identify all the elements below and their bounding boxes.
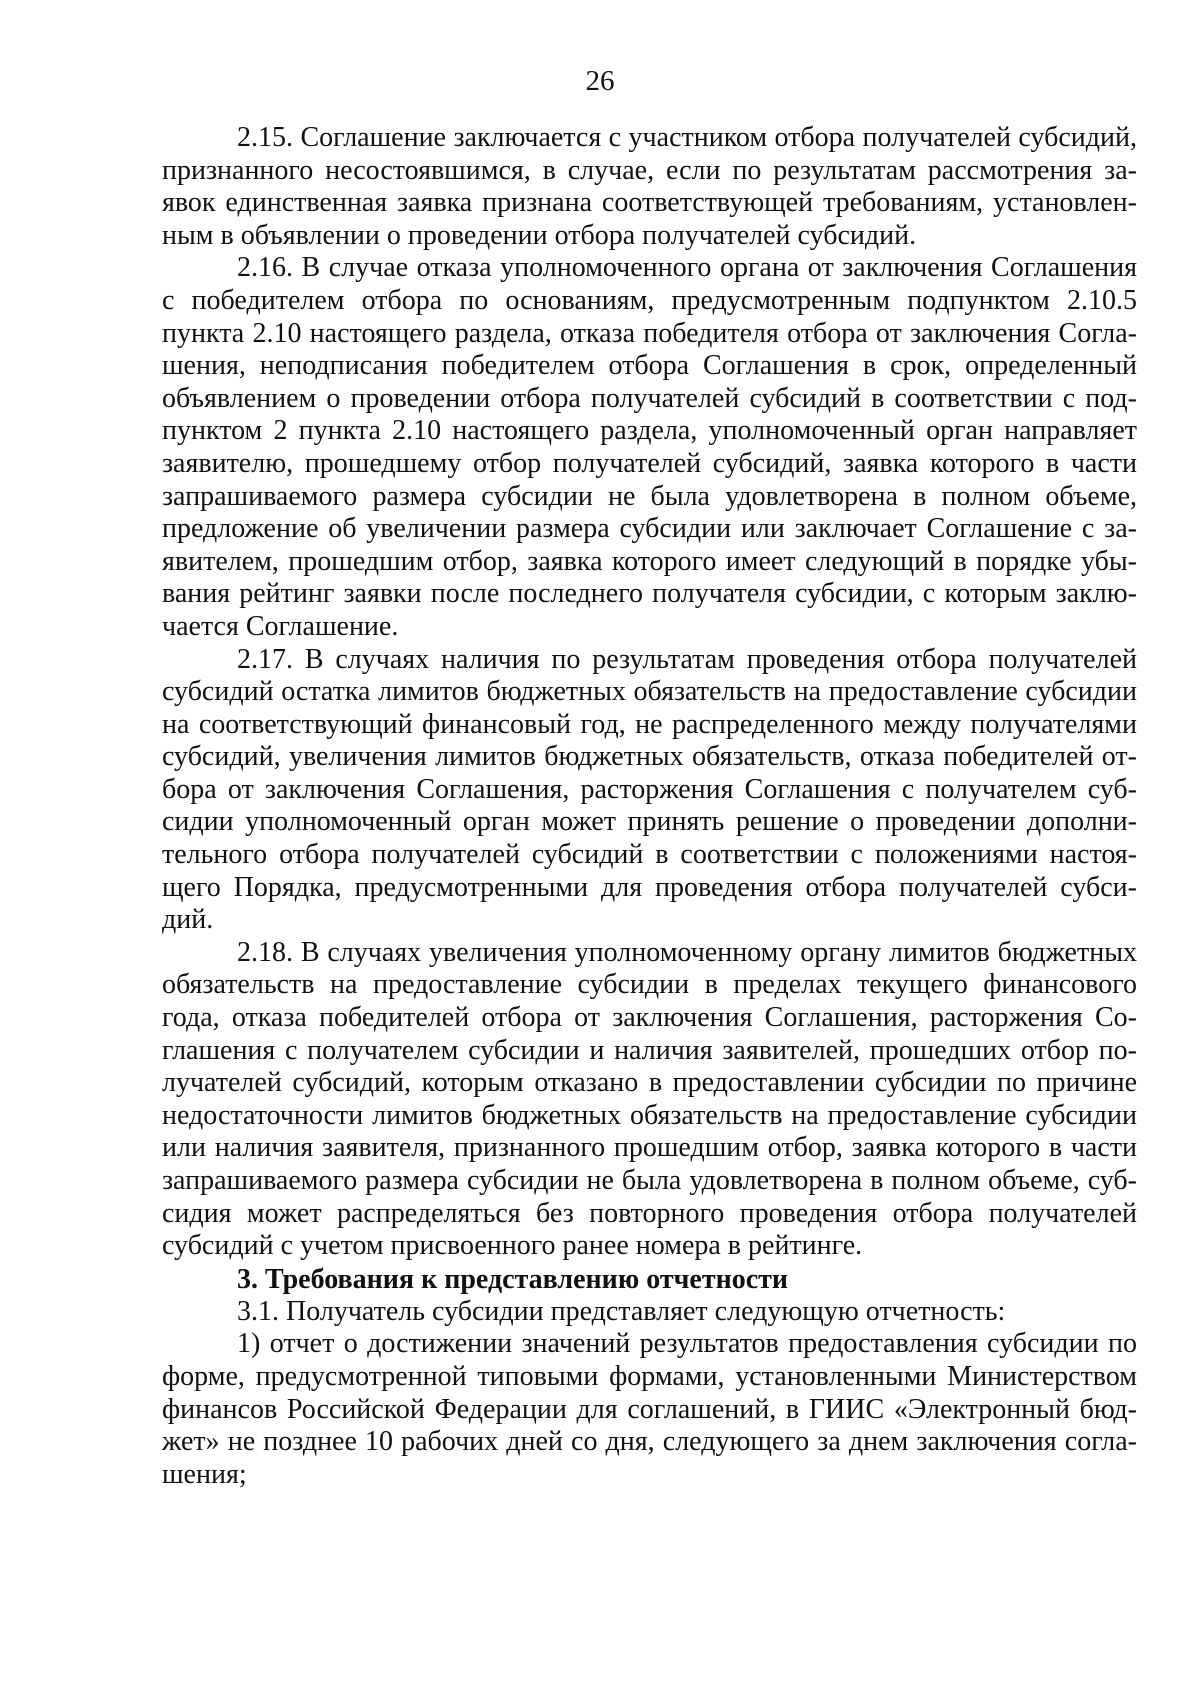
paragraph-2-16: 2.16. В случае отказа уполномоченного органа от заключения Соглашения с победителем отбора по основаниям, предусмотренным подпунктом 2.10.5 пункта 2.10 настоящего раздела, отказа победителя отбора от заключения Соглашения, неподписания победителем отбора Соглашения в срок, определенный объявлением о проведении отбора получателей субсидий в соответствии с подпунктом 2 пункта 2.10 настоящего раздела, уполномоченный орган направляет заявителю, прошедшему отбор получателей субсидий, заявка которого в части запрашиваемого размера субсидии не была удовлетворена в полном объеме, предложение об увеличении размера субсидии или заключает Соглашение с заявителем, прошедшим отбор, заявка которого имеет следующий в порядке убывания рейтинг заявки после последнего получателя субсидии, с которым заключается Соглашение. (162, 252, 1137, 642)
paragraph-2-15: 2.15. Соглашение заключается с участником отбора получателей субсидий, признанного несостоявшимся, в случае, если по результатам рассмотрения заявок единственная заявка признана соответствующей требованиям, установленным в объявлении о проведении отбора получателей субсидий. (162, 122, 1137, 251)
section-heading: 3. Требования к представлению отчетности (237, 1263, 789, 1295)
paragraph-2-18: 2.18. В случаях увеличения уполномоченному органу лимитов бюджетных обязательств на предоставление субсидии в пределах текущего финансового года, отказа победителей отбора от заключения Соглашения, расторжения Соглашения с получателем субсидии и наличия заявителей, прошедших отбор получателей субсидий, которым отказано в предоставлении субсидии по причине недостаточности лимитов бюджетных обязательств на предоставление субсидии или наличия заявителя, признанного прошедшим отбор, заявка которого в части запрашиваемого размера субсидии не была удовлетворена в полном объеме, субсидия может распределяться без повторного проведения отбора получателей субсидий с учетом присвоенного ранее номера в рейтинге. (162, 936, 1137, 1262)
page-number: 26 (585, 65, 615, 97)
paragraph-2-17: 2.17. В случаях наличия по результатам проведения отбора получателей субсидий остатка лимитов бюджетных обязательств на предоставление субсидии на соответствующий финансовый год, не распределенного между получателями субсидий, увеличения лимитов бюджетных обязательств, отказа победителей отбора от заключения Соглашения, расторжения Соглашения с получателем субсидии уполномоченный орган может принять решение о проведении дополнительного отбора получателей субсидий в соответствии с положениями настоящего Порядка, предусмотренными для проведения отбора получателей субсидий. (162, 643, 1137, 936)
document-body (162, 122, 1137, 1491)
paragraph-3-1-item-1: 1) отчет о достижении значений результатов предоставления субсидии по форме, предусмотренной типовыми формами, установленными Министерством финансов Российской Федерации для соглашений, в ГИИС «Электронный бюджет» не позднее 10 рабочих дней со дня, следующего за днем заключения соглашения; (162, 1328, 1137, 1490)
paragraph-3-1: 3.1. Получатель субсидии представляет следующую отчетность: (237, 1295, 1006, 1327)
